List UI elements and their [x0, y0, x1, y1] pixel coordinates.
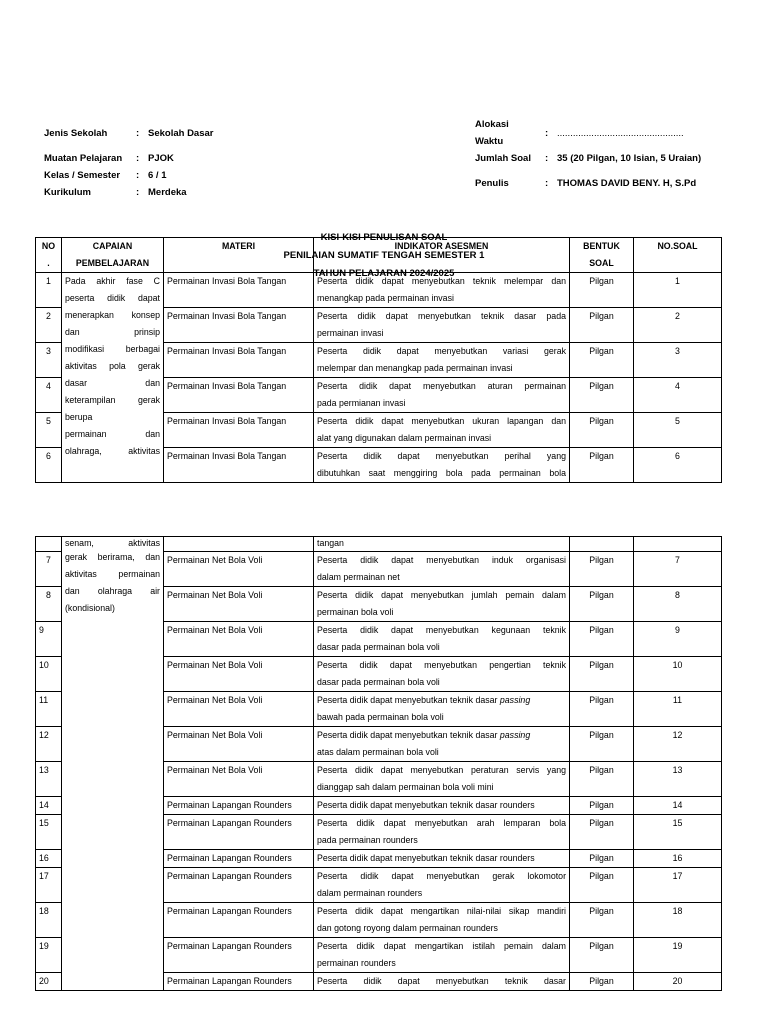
cell-indikator: Peserta didik dapat menyebutkan perihal yang dibutuhkan saat menggiring bola pada permainan bola: [314, 448, 570, 483]
jumlah-label: Jumlah Soal: [475, 153, 531, 164]
cell-materi: Permainan Net Bola Voli: [164, 657, 314, 692]
cell-indikator: Peserta didik dapat menyebutkan teknik dasar passing bawah pada permainan bola voli: [314, 692, 570, 727]
cell-indikator: Peserta didik dapat mengartikan istilah pemain dalam permainan rounders: [314, 938, 570, 973]
colon: :: [136, 153, 140, 164]
cell-bentuk: Pilgan: [570, 850, 634, 868]
header-indikator: INDIKATOR ASESMEN: [314, 238, 570, 273]
cell-nosoal: 13: [634, 762, 722, 797]
colon: :: [136, 170, 140, 181]
header-capaian: CAPAIAN PEMBELAJARAN: [62, 238, 164, 273]
table-row: [36, 273, 722, 308]
cell-bentuk: Pilgan: [570, 938, 634, 973]
cell-nosoal: 6: [634, 448, 722, 483]
cp-line: berupa: [65, 412, 93, 422]
cell-indikator: Peserta didik dapat menyebutkan teknik melempar dan menangkap pada permainan invasi: [314, 273, 570, 308]
cell-bentuk: Pilgan: [570, 692, 634, 727]
cell-nosoal: 1: [634, 273, 722, 308]
cp-line: dasar dan: [65, 378, 160, 388]
cell-nosoal: 11: [634, 692, 722, 727]
muatan-label: Muatan Pelajaran: [44, 153, 123, 164]
cell-indikator: Peserta didik dapat menyebutkan teknik dasar pada permainan invasi: [314, 308, 570, 343]
cell-capaian: [62, 273, 164, 483]
cp-line: permainan dan: [65, 429, 160, 439]
cell-no: 4: [36, 378, 62, 413]
cell-nosoal: 16: [634, 850, 722, 868]
cell-no: 13: [36, 762, 62, 797]
colon: :: [545, 178, 549, 189]
cell-nosoal: 5: [634, 413, 722, 448]
cell-materi: Permainan Lapangan Rounders: [164, 938, 314, 973]
penulis-value: THOMAS DAVID BENY. H, S.Pd: [557, 178, 697, 189]
doc-title-3: TAHUN PELAJARAN 2024/2025: [313, 268, 455, 279]
colon: :: [136, 128, 140, 139]
penulis-label: Penulis: [475, 178, 509, 189]
cell-materi: Permainan Net Bola Voli: [164, 587, 314, 622]
cell-materi: Permainan Invasi Bola Tangan: [164, 273, 314, 308]
cell-indikator: Peserta didik dapat menyebutkan teknik dasar passing atas dalam permainan bola voli: [314, 727, 570, 762]
cell-bentuk: Pilgan: [570, 903, 634, 938]
cell-materi: Permainan Invasi Bola Tangan: [164, 378, 314, 413]
cp-line: dan prinsip: [65, 327, 160, 337]
kurikulum-value: Merdeka: [148, 187, 187, 198]
cell-materi: Permainan Invasi Bola Tangan: [164, 448, 314, 483]
cell-nosoal: 3: [634, 343, 722, 378]
cell-bentuk: Pilgan: [570, 273, 634, 308]
kisi-table-part-1: [35, 237, 722, 483]
cell-nosoal: 19: [634, 938, 722, 973]
cell-indikator: Peserta didik dapat menyebutkan gerak lokomotor dalam permainan rounders: [314, 868, 570, 903]
cell-no: 6: [36, 448, 62, 483]
cell-no: 11: [36, 692, 62, 727]
cell-indikator: Peserta didik dapat mengartikan nilai-nilai sikap mandiri dan gotong royong dalam permainan rounders: [314, 903, 570, 938]
colon: :: [545, 153, 549, 164]
cell-bentuk: Pilgan: [570, 552, 634, 587]
cell-nosoal: 8: [634, 587, 722, 622]
cell-materi: Permainan Lapangan Rounders: [164, 903, 314, 938]
cp-line: peserta didik dapat: [65, 293, 160, 303]
cell-materi: Permainan Net Bola Voli: [164, 762, 314, 797]
cell-materi: Permainan Net Bola Voli: [164, 552, 314, 587]
header-materi: MATERI: [164, 238, 314, 273]
cell-capaian: [62, 537, 164, 991]
cell-bentuk: Pilgan: [570, 815, 634, 850]
jumlah-value: 35 (20 Pilgan, 10 Isian, 5 Uraian): [557, 153, 702, 164]
cell-no: 8: [36, 587, 62, 622]
cell-indikator: Peserta didik dapat menyebutkan peraturan servis yang dianggap sah dalam permainan bola voli mini: [314, 762, 570, 797]
cell-no: 9: [36, 622, 62, 657]
doc-title-1: KISI-KISI PENULISAN SOAL: [320, 232, 448, 243]
cell-bentuk: Pilgan: [570, 762, 634, 797]
cell-bentuk: Pilgan: [570, 587, 634, 622]
cell-no: 17: [36, 868, 62, 903]
cell-no: 10: [36, 657, 62, 692]
table-header-row: [36, 238, 722, 273]
cell-indikator: Peserta didik dapat menyebutkan induk organisasi dalam permainan net: [314, 552, 570, 587]
cell-indikator: Peserta didik dapat menyebutkan aturan permainan pada permianan invasi: [314, 378, 570, 413]
jenis-label: Jenis Sekolah: [44, 128, 108, 139]
cell-bentuk: Pilgan: [570, 657, 634, 692]
cell-materi: Permainan Lapangan Rounders: [164, 797, 314, 815]
kisi-table-part-2: [35, 536, 722, 991]
cell-indikator: Peserta didik dapat menyebutkan kegunaan teknik dasar pada permainan bola voli: [314, 622, 570, 657]
cell-materi: Permainan Lapangan Rounders: [164, 815, 314, 850]
alokasi-label-1: Alokasi: [475, 119, 509, 130]
cell-materi: Permainan Net Bola Voli: [164, 622, 314, 657]
cell-bentuk: Pilgan: [570, 973, 634, 991]
cp-line: olahraga, aktivitas: [65, 446, 160, 456]
cell-nosoal: 20: [634, 973, 722, 991]
cell-indikator: Peserta didik dapat menyebutkan variasi gerak melempar dan menangkap pada permainan invasi: [314, 343, 570, 378]
cell-materi: Permainan Net Bola Voli: [164, 692, 314, 727]
cell-bentuk: Pilgan: [570, 343, 634, 378]
cell-nosoal: [634, 537, 722, 552]
cp-line: Pada akhir fase C: [65, 276, 160, 286]
cp-line: dan olahraga air: [65, 586, 160, 596]
cell-bentuk: Pilgan: [570, 448, 634, 483]
cp-line: gerak berirama, dan: [65, 552, 160, 562]
cell-no: 2: [36, 308, 62, 343]
cp-line: (kondisional): [65, 603, 115, 613]
cp-line: senam, aktivitas: [65, 538, 160, 548]
cell-nosoal: 4: [634, 378, 722, 413]
colon: :: [136, 187, 140, 198]
cell-indikator: Peserta didik dapat menyebutkan teknik dasar rounders: [314, 797, 570, 815]
cell-indikator: Peserta didik dapat menyebutkan jumlah pemain dalam permainan bola voli: [314, 587, 570, 622]
cell-indikator: Peserta didik dapat menyebutkan ukuran lapangan dan alat yang digunakan dalam permainan invasi: [314, 413, 570, 448]
cell-materi: Permainan Invasi Bola Tangan: [164, 308, 314, 343]
cell-bentuk: Pilgan: [570, 413, 634, 448]
cell-no: 1: [36, 273, 62, 308]
doc-title-2: PENILAIAN SUMATIF TENGAH SEMESTER 1: [283, 250, 485, 261]
cell-materi: Permainan Net Bola Voli: [164, 727, 314, 762]
kelas-value: 6 / 1: [148, 170, 167, 181]
cell-indikator: Peserta didik dapat menyebutkan teknik dasar: [314, 973, 570, 991]
cell-bentuk: Pilgan: [570, 868, 634, 903]
cell-bentuk: Pilgan: [570, 622, 634, 657]
alokasi-label-2: Waktu: [475, 136, 504, 147]
cp-line: modifikasi berbagai: [65, 344, 160, 354]
cp-line: keterampilan gerak: [65, 395, 160, 405]
cell-no: 12: [36, 727, 62, 762]
muatan-value: PJOK: [148, 153, 174, 164]
cell-bentuk: Pilgan: [570, 797, 634, 815]
cell-no: 19: [36, 938, 62, 973]
cell-no: 14: [36, 797, 62, 815]
cell-nosoal: 14: [634, 797, 722, 815]
cell-nosoal: 10: [634, 657, 722, 692]
cell-nosoal: 2: [634, 308, 722, 343]
header-bentuk: BENTUK SOAL: [570, 238, 634, 273]
cell-nosoal: 17: [634, 868, 722, 903]
cell-nosoal: 15: [634, 815, 722, 850]
cell-no: 18: [36, 903, 62, 938]
cell-no: [36, 537, 62, 552]
cell-materi: Permainan Lapangan Rounders: [164, 868, 314, 903]
cell-materi: Permainan Invasi Bola Tangan: [164, 343, 314, 378]
table-row-continued: [36, 537, 722, 552]
cell-bentuk: [570, 537, 634, 552]
cell-indikator: Peserta didik dapat menyebutkan arah lemparan bola pada permainan rounders: [314, 815, 570, 850]
cell-no: 15: [36, 815, 62, 850]
cell-no: 16: [36, 850, 62, 868]
kurikulum-label: Kurikulum: [44, 187, 91, 198]
jenis-value: Sekolah Dasar: [148, 128, 214, 139]
cell-no: 3: [36, 343, 62, 378]
cell-no: 5: [36, 413, 62, 448]
cell-materi: Permainan Lapangan Rounders: [164, 850, 314, 868]
cell-indikator: tangan: [314, 537, 570, 552]
cell-indikator: Peserta didik dapat menyebutkan teknik dasar rounders: [314, 850, 570, 868]
cell-bentuk: Pilgan: [570, 727, 634, 762]
cell-materi: Permainan Invasi Bola Tangan: [164, 413, 314, 448]
alokasi-value: ................................................: [557, 128, 684, 139]
header-nosoal: NO.SOAL: [634, 238, 722, 273]
cell-nosoal: 12: [634, 727, 722, 762]
cell-bentuk: Pilgan: [570, 378, 634, 413]
cell-no: 7: [36, 552, 62, 587]
cell-bentuk: Pilgan: [570, 308, 634, 343]
cell-nosoal: 18: [634, 903, 722, 938]
cp-line: aktivitas permainan: [65, 569, 160, 579]
header-no: NO .: [36, 238, 62, 273]
cell-nosoal: 7: [634, 552, 722, 587]
cell-materi: [164, 537, 314, 552]
cp-line: aktivitas pola gerak: [65, 361, 160, 371]
cell-materi: Permainan Lapangan Rounders: [164, 973, 314, 991]
cell-nosoal: 9: [634, 622, 722, 657]
kelas-label: Kelas / Semester: [44, 170, 121, 181]
cp-line: menerapkan konsep: [65, 310, 160, 320]
colon: :: [545, 128, 549, 139]
cell-indikator: Peserta didik dapat menyebutkan pengertian teknik dasar pada permainan bola voli: [314, 657, 570, 692]
cell-no: 20: [36, 973, 62, 991]
